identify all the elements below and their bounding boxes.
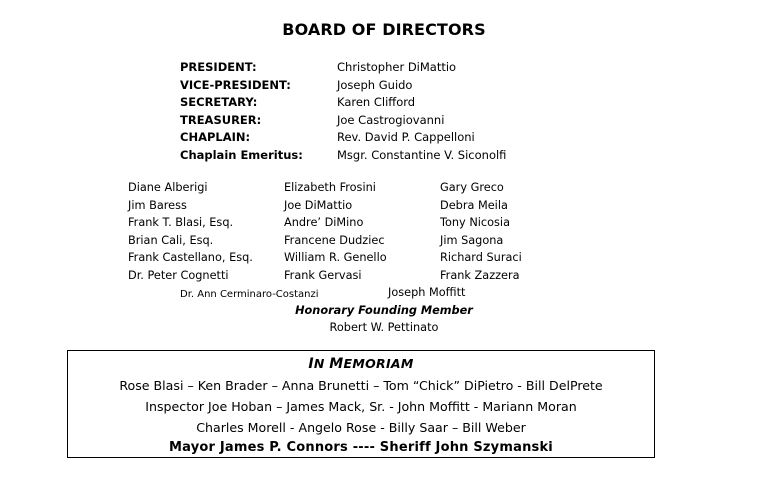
member-name: Joe DiMattio [284, 198, 353, 212]
officer-row [180, 112, 506, 130]
officer-name: Karen Clifford [337, 95, 416, 110]
member-name: Frank Castellano, Esq. [128, 251, 253, 265]
officer-row [180, 129, 506, 147]
member-name: Francene Dudziec [284, 233, 385, 247]
honorary-founder-name: Robert W. Pettinato [329, 321, 439, 334]
member-name: Brian Cali, Esq. [128, 233, 214, 247]
officer-name: Msgr. Constantine V. Siconolfi [337, 147, 507, 162]
members-column-2 [284, 179, 387, 285]
in-memoriam-box [67, 350, 655, 458]
memoriam-line: Charles Morell - Angelo Rose - Billy Saar – Bill Weber [196, 420, 526, 435]
title-rest: N [313, 356, 330, 371]
officer-role: VICE-PRESIDENT: [180, 77, 291, 92]
officer-row [180, 77, 506, 95]
officer-role: SECRETARY: [180, 95, 258, 110]
member-name: Debra Meila [440, 198, 508, 212]
officer-row [180, 94, 506, 112]
officer-name: Joe Castrogiovanni [337, 112, 445, 127]
member-name: Frank Gervasi [284, 268, 362, 282]
member-name: Dr. Peter Cognetti [128, 268, 229, 282]
memoriam-line: Inspector Joe Hoban – James Mack, Sr. - John Moffitt - Mariann Moran [145, 399, 577, 414]
memoriam-final-line: Mayor James P. Connors ---- Sheriff John Szymanski [169, 440, 553, 455]
member-name: Dr. Ann Cerminaro-Costanzi [180, 289, 319, 300]
officer-name: Christopher DiMattio [337, 60, 457, 74]
officer-name: Joseph Guido [337, 77, 413, 92]
member-name: Frank T. Blasi, Esq. [128, 216, 234, 230]
memoriam-line: Rose Blasi – Ken Brader – Anna Brunetti – Tom “Chick” DiPietro - Bill DelPrete [119, 378, 603, 393]
member-name: Diane Alberigi [128, 181, 208, 194]
member-name: Jim Sagona [440, 233, 504, 247]
member-name: Gary Greco [440, 181, 504, 194]
member-name: Elizabeth Frosini [284, 181, 376, 194]
member-name: Andre’ DiMino [284, 216, 364, 230]
officer-row [180, 147, 506, 165]
members-column-1 [128, 179, 253, 285]
officer-row [180, 59, 506, 77]
honorary-label: Honorary Founding Member [295, 304, 473, 317]
member-name: Joseph Moffitt [388, 286, 466, 299]
title-rest: EMORIAM [343, 356, 414, 371]
member-name: Richard Suraci [440, 251, 522, 265]
in-memoriam-title [68, 355, 654, 372]
officer-role: TREASURER: [180, 112, 262, 127]
member-name: Frank Zazzera [440, 268, 520, 282]
officer-role: Chaplain Emeritus: [180, 147, 303, 162]
officers-list [180, 59, 506, 165]
officer-role: CHAPLAIN: [180, 130, 251, 145]
title-initial: M [329, 356, 344, 372]
member-name: William R. Genello [284, 251, 387, 265]
officer-role: PRESIDENT: [180, 60, 257, 74]
page-title: BOARD OF DIRECTORS [282, 20, 486, 39]
title-initial: I [308, 356, 314, 372]
member-name: Jim Baress [128, 198, 187, 212]
member-name: Tony Nicosia [440, 216, 510, 230]
members-column-3 [440, 179, 522, 285]
officer-name: Rev. David P. Cappelloni [337, 130, 475, 145]
